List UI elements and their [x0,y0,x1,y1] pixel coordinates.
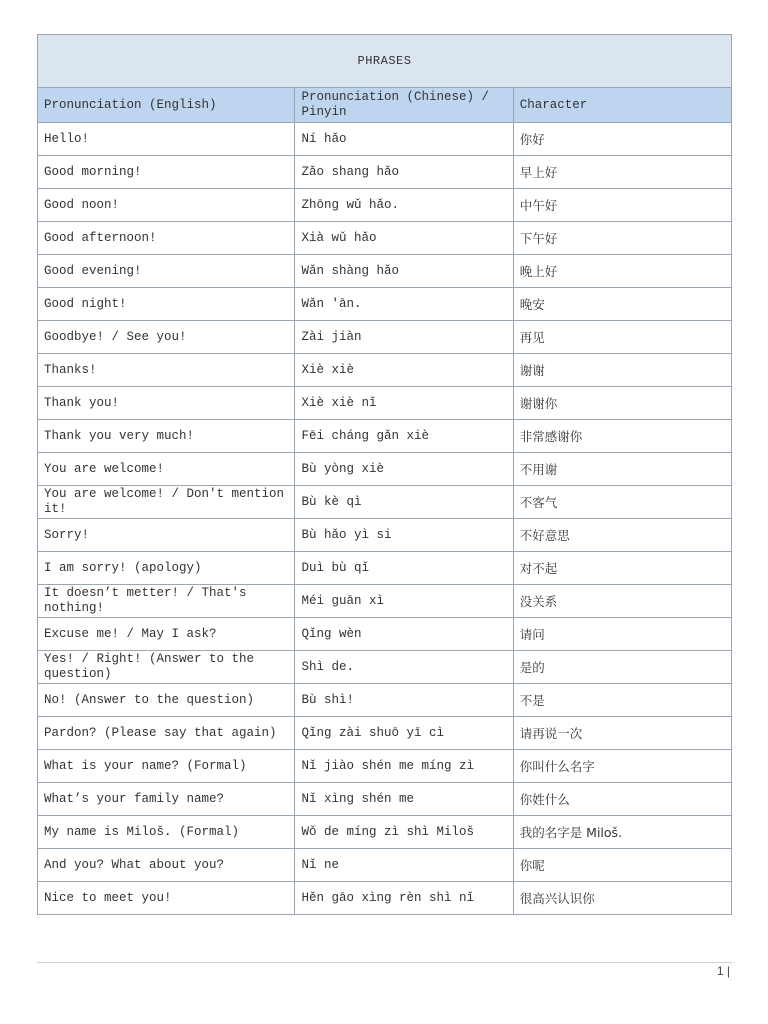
cell-pinyin: Nǐ jiào shén me míng zì [295,750,513,783]
header-english: Pronunciation (English) [38,88,295,123]
cell-english: What’s your family name? [38,783,295,816]
cell-english: It doesn’t metter! / That's nothing! [38,585,295,618]
table-row [38,816,732,849]
cell-english: Thank you! [38,387,295,420]
cell-pinyin: Bù yòng xiè [295,453,513,486]
cell-english: Goodbye! / See you! [38,321,295,354]
cell-english: Hello! [38,123,295,156]
table-row [38,387,732,420]
table-row [38,420,732,453]
cell-character: 中午好 [513,189,731,222]
table-row [38,486,732,519]
table-row [38,750,732,783]
cell-pinyin: Bù shì! [295,684,513,717]
header-character: Character [513,88,731,123]
cell-character: 对不起 [513,552,731,585]
table-row [38,717,732,750]
cell-character: 不客气 [513,486,731,519]
cell-pinyin: Xià wǔ hǎo [295,222,513,255]
cell-character: 晚上好 [513,255,731,288]
cell-character: 你呢 [513,849,731,882]
cell-character: 谢谢 [513,354,731,387]
cell-english: You are welcome! [38,453,295,486]
cell-character: 早上好 [513,156,731,189]
cell-character: 不是 [513,684,731,717]
footer-divider [37,962,732,963]
cell-english: Nice to meet you! [38,882,295,915]
cell-english: You are welcome! / Don't mention it! [38,486,295,519]
cell-english: Good night! [38,288,295,321]
table-row [38,552,732,585]
cell-pinyin: Méi guān xì [295,585,513,618]
cell-english: Pardon? (Please say that again) [38,717,295,750]
cell-pinyin: Wǎn 'ān. [295,288,513,321]
cell-pinyin: Bù kè qì [295,486,513,519]
table-row [38,354,732,387]
cell-english: And you? What about you? [38,849,295,882]
cell-english: Yes! / Right! (Answer to the question) [38,651,295,684]
cell-character: 你好 [513,123,731,156]
cell-english: Good afternoon! [38,222,295,255]
cell-english: Good evening! [38,255,295,288]
cell-english: No! (Answer to the question) [38,684,295,717]
cell-pinyin: Shì de. [295,651,513,684]
cell-english: Sorry! [38,519,295,552]
cell-pinyin: Nǐ xìng shén me [295,783,513,816]
table-row [38,255,732,288]
cell-pinyin: Hěn gāo xìng rèn shì nǐ [295,882,513,915]
cell-english: My name is Miloš. (Formal) [38,816,295,849]
header-row [38,88,732,123]
cell-english: Thank you very much! [38,420,295,453]
cell-character: 很高兴认识你 [513,882,731,915]
cell-pinyin: Xiè xiè nǐ [295,387,513,420]
cell-pinyin: Ní hǎo [295,123,513,156]
cell-character: 不好意思 [513,519,731,552]
cell-character: 再见 [513,321,731,354]
table-row [38,222,732,255]
table-row [38,123,732,156]
cell-english: What is your name? (Formal) [38,750,295,783]
cell-character: 你姓什么 [513,783,731,816]
cell-character: 不用谢 [513,453,731,486]
cell-pinyin: Duì bù qǐ [295,552,513,585]
header-pinyin: Pronunciation (Chinese) / Pinyin [295,88,513,123]
cell-character: 晚安 [513,288,731,321]
table-row [38,189,732,222]
cell-pinyin: Qǐng wèn [295,618,513,651]
table-row [38,882,732,915]
cell-pinyin: Nǐ ne [295,849,513,882]
cell-pinyin: Wǒ de míng zì shì Miloš [295,816,513,849]
cell-pinyin: Zǎo shang hǎo [295,156,513,189]
cell-english: Excuse me! / May I ask? [38,618,295,651]
table-row [38,453,732,486]
cell-character: 我的名字是 Miloš. [513,816,731,849]
cell-english: Good noon! [38,189,295,222]
cell-character: 没关系 [513,585,731,618]
cell-character: 是的 [513,651,731,684]
table-row [38,519,732,552]
table-row [38,849,732,882]
cell-character: 下午好 [513,222,731,255]
cell-pinyin: Zhōng wǔ hǎo. [295,189,513,222]
cell-pinyin: Zài jiàn [295,321,513,354]
cell-character: 你叫什么名字 [513,750,731,783]
cell-pinyin: Bù hǎo yì si [295,519,513,552]
cell-character: 请再说一次 [513,717,731,750]
page-number: 1 | [716,964,730,978]
table-row [38,156,732,189]
cell-pinyin: Fēi cháng gǎn xiè [295,420,513,453]
table-row [38,321,732,354]
table-row [38,288,732,321]
cell-english: I am sorry! (apology) [38,552,295,585]
cell-character: 请问 [513,618,731,651]
cell-english: Good morning! [38,156,295,189]
table-row [38,651,732,684]
table-row [38,684,732,717]
cell-pinyin: Qǐng zài shuō yī cì [295,717,513,750]
phrases-table [37,34,732,915]
cell-pinyin: Xiè xiè [295,354,513,387]
cell-english: Thanks! [38,354,295,387]
table-row [38,585,732,618]
cell-pinyin: Wǎn shàng hǎo [295,255,513,288]
cell-character: 非常感谢你 [513,420,731,453]
table-row [38,618,732,651]
table-title: PHRASES [38,35,732,88]
cell-character: 谢谢你 [513,387,731,420]
table-row [38,783,732,816]
